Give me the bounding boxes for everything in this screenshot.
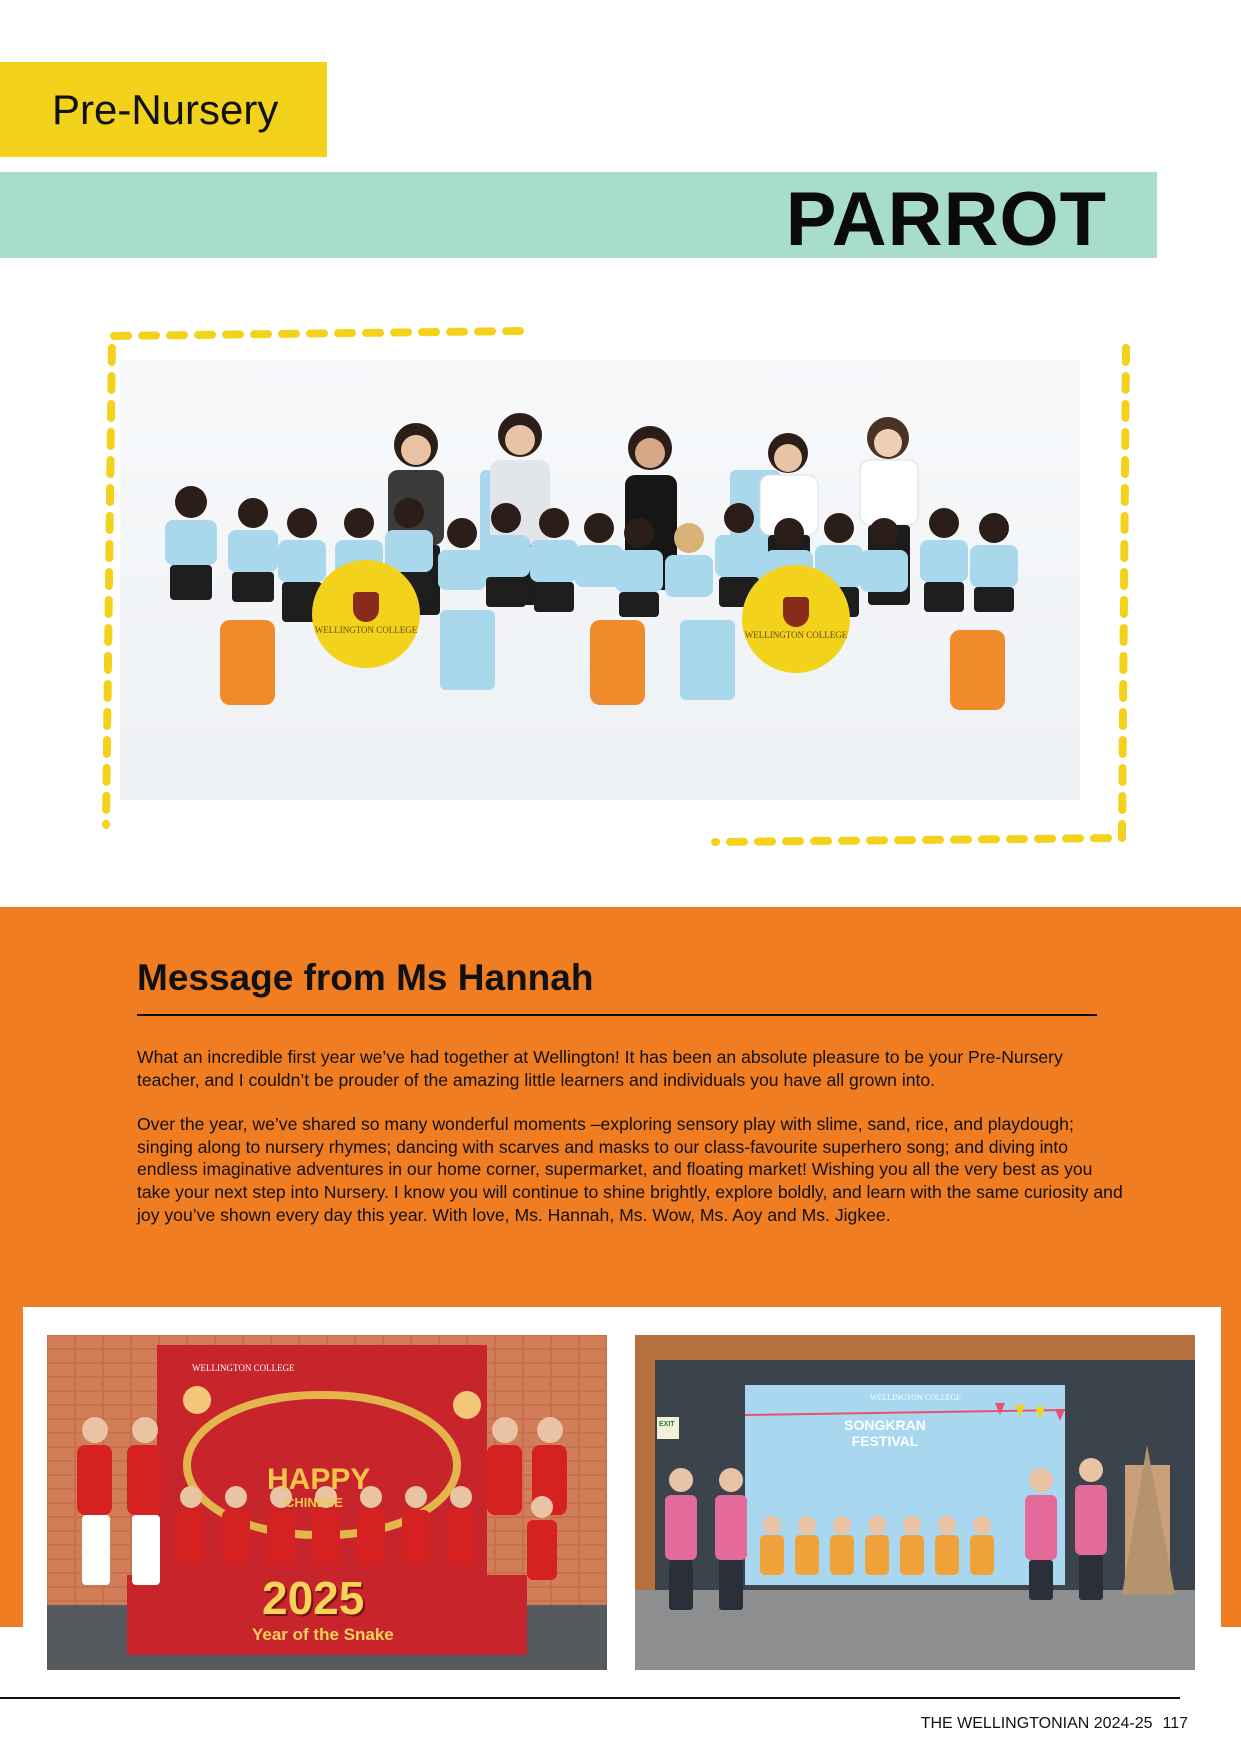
crest-icon bbox=[783, 597, 809, 627]
songkran-logo-text: WELLINGTON COLLEGE bbox=[870, 1393, 962, 1402]
section-tag bbox=[0, 62, 327, 157]
songkran-photo bbox=[635, 1335, 1195, 1670]
message-paragraph: What an incredible first year we’ve had together at Wellington! It has been an absolute pleasure to be your Pre-Nursery teacher, and I couldn’t be prouder of the amazing little learners and individuals you have all grown into. bbox=[137, 1047, 1063, 1090]
cny-logo-text: WELLINGTON COLLEGE bbox=[192, 1363, 295, 1373]
cushion-left-text: WELLINGTON COLLEGE bbox=[314, 625, 418, 636]
cushion-right-text: WELLINGTON COLLEGE bbox=[744, 630, 848, 641]
message-body bbox=[137, 1046, 1127, 1248]
group-photo bbox=[120, 360, 1080, 800]
message-paragraph: Over the year, we’ve shared so many wonderful moments –exploring sensory play with slime, sand, rice, and playdough; singing along to nursery rhymes; dancing with scarves and masks to our class-favourite superhero song; and diving into endless imaginative adventures in our home corner, supermarket, and floating market! Wishing you all the very best as you take your next step into Nursery. I know you will continue to shine brightly, explore boldly, and learn with the same curiosity and joy you’ve shown every day this year. With love, Ms. Hannah, Ms. Wow, Ms. Aoy and Ms. Jigkee. bbox=[137, 1114, 1123, 1225]
wellington-cushion-left bbox=[312, 560, 420, 668]
message-divider bbox=[137, 1014, 1097, 1016]
publication-title: THE WELLINGTONIAN 2024-25 bbox=[920, 1715, 1153, 1732]
class-name: PARROT bbox=[785, 177, 1107, 262]
group-photo-illustration bbox=[120, 360, 1080, 800]
page-footer bbox=[921, 1715, 1188, 1733]
songkran-exit-sign: EXIT bbox=[659, 1421, 675, 1428]
message-title: Message from Ms Hannah bbox=[137, 957, 594, 998]
crest-icon bbox=[353, 592, 379, 622]
cny-banner-sub: CHINESE bbox=[285, 1495, 343, 1510]
songkran-banner-title: SONGKRAN FESTIVAL bbox=[844, 1417, 926, 1449]
section-tag-label: Pre-Nursery bbox=[52, 85, 279, 133]
footer-rule bbox=[0, 1697, 1180, 1699]
cny-caption: Year of the Snake bbox=[252, 1625, 394, 1644]
wellington-cushion-right bbox=[742, 565, 850, 673]
songkran-illustration bbox=[635, 1335, 1195, 1670]
class-banner bbox=[0, 172, 1157, 262]
cny-year: 2025 bbox=[262, 1572, 365, 1624]
cny-banner-happy: HAPPY bbox=[267, 1463, 371, 1496]
page-number: 117 bbox=[1162, 1715, 1188, 1732]
chinese-new-year-photo bbox=[47, 1335, 607, 1670]
